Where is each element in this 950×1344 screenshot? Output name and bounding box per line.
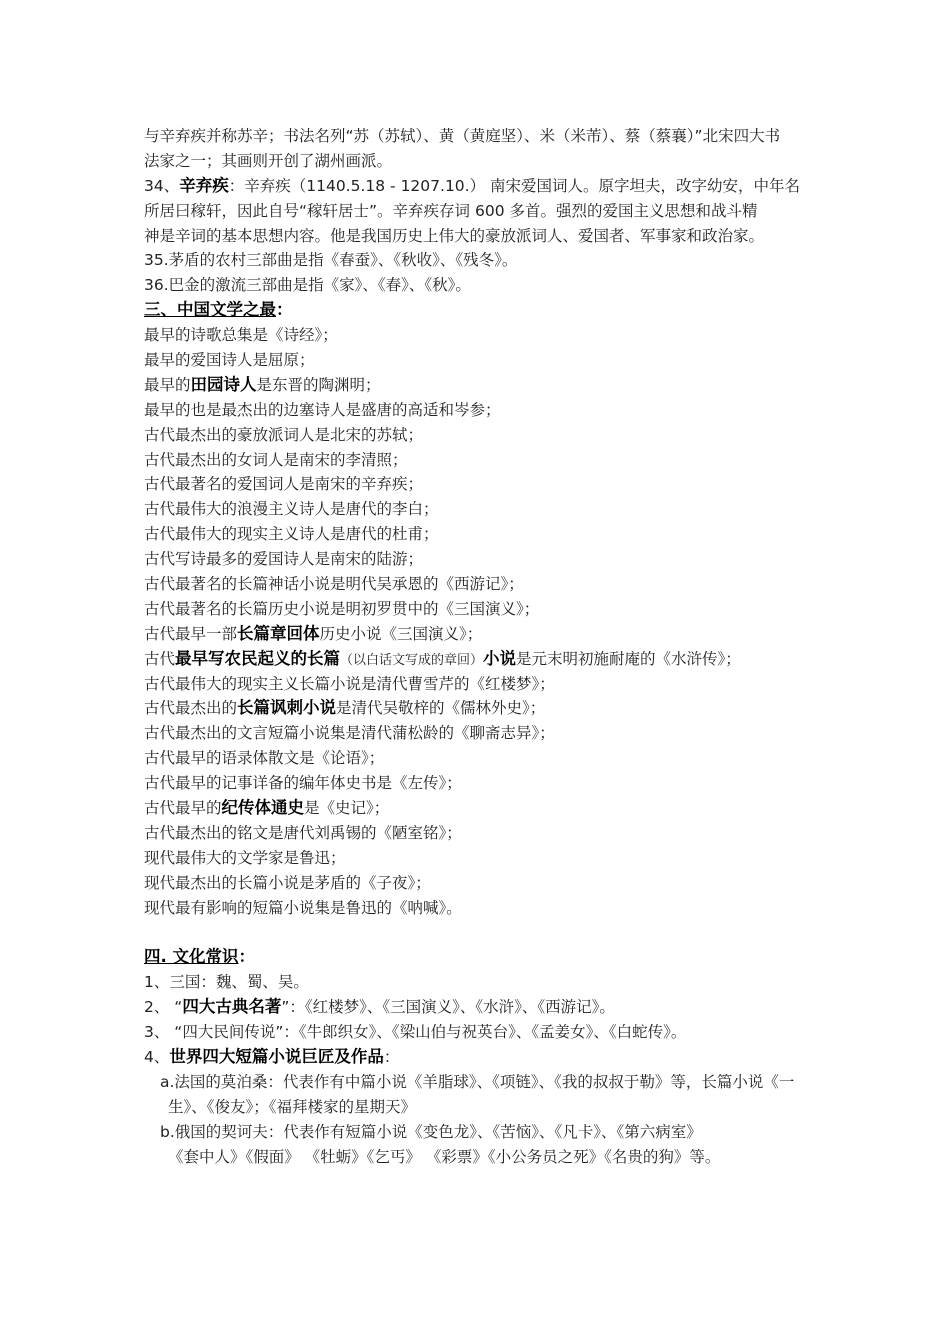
text-line: 神是辛词的基本思想内容。他是我国历史上伟大的豪放派词人、爱国者、军事家和政治家。 [144,226,765,245]
text-span: 2、 “ [144,998,183,1017]
list-item: 古代最伟大的现实主义诗人是唐代的杜甫； [144,525,439,544]
list-item: 最早的也是最杰出的边塞诗人是盛唐的高适和岑参； [144,400,501,419]
list-item: 古代写诗最多的爱国诗人是南宋的陆游； [144,550,424,569]
list-item: 古代最伟大的现实主义长篇小说是清代曹雪芹的《红楼梦》； [144,674,555,693]
document-page [144,124,834,1169]
list-item: 古代最杰出的豪放派词人是北宋的苏轼； [144,425,424,444]
list-item: 古代最杰出的铭文是唐代刘禹锡的《陋室铭》； [144,823,462,842]
list-item [144,622,834,647]
sub-item-a: a.法国的莫泊桑：代表作有中篇小说《羊脂球》、《项链》、《我的叔叔于勒》等，长篇小说《一 [160,1072,795,1091]
small-note: （以白话文写成的章回） [340,652,484,668]
text-span: ”：《红楼梦》、《三国演义》、《水浒》、《西游记》。 [281,998,615,1017]
item-36: 36.巴金的激流三部曲是指《家》、《春》、《秋》。 [144,276,471,295]
list-item [144,696,834,721]
text-span: 是元末明初施耐庵的《水浒传》； [516,649,741,668]
text-span: 是《史记》； [304,799,390,818]
text-span: 古代最早的 [144,799,222,818]
list-item [144,373,834,398]
list-item: 现代最伟大的文学家是鲁迅； [144,848,346,867]
text-line: 与辛弃疾并称苏辛；书法名列“苏（苏轼）、黄（黄庭坚）、米（米芾）、蔡（蔡襄）”北宋四大书 [144,127,781,145]
list-item [144,1045,834,1070]
list-item: 古代最著名的长篇历史小说是明初罗贯中的《三国演义》； [144,599,540,618]
section-title: 四. 文化常识 [144,947,239,967]
list-item [144,995,834,1020]
bold-term: 田园诗人 [190,374,257,394]
text-span: 4、 [144,1047,170,1066]
text-span: 历史小说《三国演义》； [319,624,483,643]
section-title: 三、中国文学之最 [144,300,276,320]
list-item: 古代最伟大的浪漫主义诗人是唐代的李白； [144,500,439,519]
list-item: 最早的诗歌总集是《诗经》； [144,326,338,345]
section-4-heading [144,945,834,970]
list-item [144,647,834,672]
sub-item-b-cont: 《套中人》《假面》 《牡蛎》《乞丐》 《彩票》《小公务员之死》《名贵的狗》等。 [168,1147,721,1166]
bold-term: 最早写农民起义的长篇 [175,648,341,668]
text-line: 法家之一；其画则开创了湖州画派。 [144,151,393,170]
item-34-line-1 [144,174,834,199]
bold-term: 辛弃疾 [179,175,229,195]
text-span: ： [383,1047,400,1066]
list-item [144,796,834,821]
blank-line [144,921,834,946]
list-item: 古代最早的记事详备的编年体史书是《左传》； [144,774,462,793]
heading-colon: ： [276,300,293,320]
sub-item-b: b.俄国的契诃夫：代表作有短篇小说《变色龙》、《苦恼》、《凡卡》、《第六病室》 [160,1122,702,1141]
bold-term: 长篇章回体 [237,623,320,643]
text-span: 古代 [144,649,176,668]
list-item: 现代最杰出的长篇小说是茅盾的《子夜》； [144,873,431,892]
list-item: 现代最有影响的短篇小说集是鲁迅的《呐喊》。 [144,898,462,917]
heading-colon: ： [238,947,256,967]
text-span: ：辛弃疾（1140.5.18 - 1207.10.） 南宋爱国词人。原字坦夫，改字幼安，中年名 [228,176,801,195]
list-item: 1、三国：魏、蜀、吴。 [144,973,309,992]
text-span: 古代最早一部 [144,624,238,643]
item-number: 34、 [144,176,180,195]
text-span: 最早的 [144,375,191,394]
text-line: 所居曰稼轩，因此自号“稼轩居士”。辛弃疾存词 600 多首。强烈的爱国主义思想和战斗精 [144,201,758,220]
bold-term: 小说 [483,648,517,668]
list-item: 古代最著名的爱国词人是南宋的辛弃疾； [144,475,424,494]
list-item: 3、 “四大民间传说”：《牛郎织女》、《梁山伯与祝英台》、《孟姜女》、《白蛇传》。 [144,1023,687,1042]
text-span: 是东晋的陶渊明； [256,375,381,394]
section-3-heading [144,298,834,323]
list-item: 古代最杰出的文言短篇小说集是清代蒲松龄的《聊斋志异》； [144,724,555,743]
text-span: 是清代吴敬梓的《儒林外史》； [336,699,546,718]
bold-term: 纪传体通史 [221,798,305,818]
text-span: 古代最杰出的 [144,699,238,718]
bold-term: 世界四大短篇小说巨匠及作品 [169,1046,384,1066]
item-35: 35.茅盾的农村三部曲是指《春蚕》、《秋收》、《残冬》。 [144,251,518,270]
bold-term: 长篇讽刺小说 [237,698,337,718]
list-item: 古代最杰出的女词人是南宋的李清照； [144,450,408,469]
bold-term: 四大古典名著 [182,997,282,1017]
list-item: 古代最著名的长篇神话小说是明代吴承恩的《西游记》； [144,575,524,594]
list-item: 古代最早的语录体散文是《论语》； [144,749,385,768]
sub-item-a-cont: 生》、《俊友》；《福拜楼家的星期天》 [168,1097,417,1116]
list-item: 最早的爱国诗人是屈原； [144,351,315,370]
